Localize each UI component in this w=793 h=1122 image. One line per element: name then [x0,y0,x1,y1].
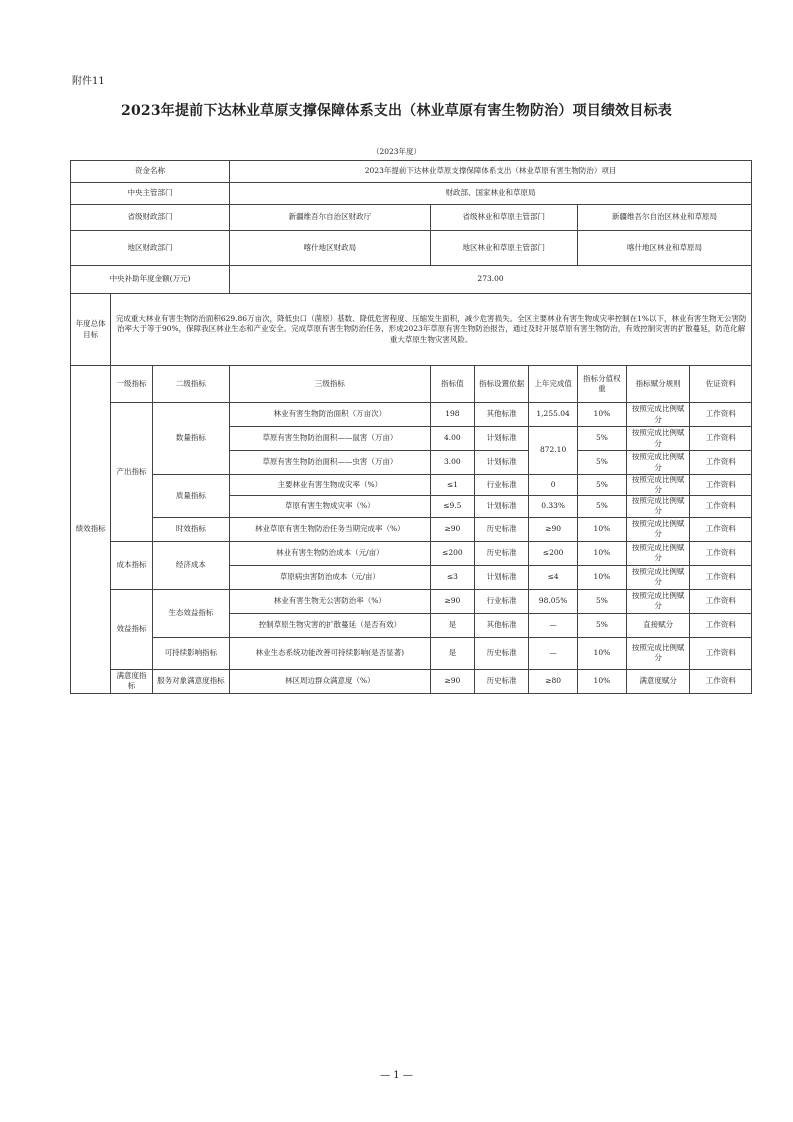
indicator-evidence: 工作资料 [690,427,752,451]
indicator-rule: 按照完成比例赋分 [626,427,690,451]
group-output: 产出指标 [111,403,152,542]
indicator-value: ≤1 [430,475,475,496]
indicator-rule: 按照完成比例赋分 [626,589,690,613]
perf-label: 绩效指标 [71,366,111,694]
indicator-value: ≤3 [430,565,475,589]
indicator-evidence: 工作资料 [690,589,752,613]
indicator-evidence: 工作资料 [690,541,752,565]
header-prev: 上年完成值 [529,366,578,403]
indicator-name: 草原有害生物成灾率（%） [230,496,430,517]
group-benefit: 效益指标 [111,589,152,669]
indicator-evidence: 工作资料 [690,565,752,589]
indicator-rule: 按照完成比例赋分 [626,403,690,427]
indicator-evidence: 工作资料 [690,403,752,427]
indicator-name: 主要林业有害生物成灾率（%） [230,475,430,496]
subsidy-label: 中央补助年度金额(万元) [71,266,230,294]
indicator-name: 林业有害生物无公害防治率（%） [230,589,430,613]
indicator-name: 林业草原有害生物防治任务当期完成率（%） [230,517,430,541]
prov-forestry-value: 新疆维吾尔自治区林业和草原局 [578,205,752,231]
header-value: 指标值 [430,366,475,403]
indicator-value: 3.00 [430,451,475,475]
indicator-prev: 98.05% [529,589,578,613]
header-row [71,366,752,403]
indicator-value: ≥90 [430,517,475,541]
table-row [71,517,752,541]
region-finance-value: 喀什地区财政局 [230,231,430,266]
indicator-weight: 10% [578,403,627,427]
group-service-sat: 服务对象满意度指标 [152,669,229,693]
indicator-prev: — [529,637,578,669]
indicator-rule: 满意度赋分 [626,669,690,693]
indicator-evidence: 工作资料 [690,475,752,496]
indicator-rule: 按照完成比例赋分 [626,637,690,669]
indicator-rule: 按照完成比例赋分 [626,565,690,589]
prov-finance-value: 新疆维吾尔自治区财政厅 [230,205,430,231]
indicator-weight: 10% [578,565,627,589]
table-row [71,589,752,613]
indicator-rule: 按照完成比例赋分 [626,475,690,496]
indicator-value: 是 [430,613,475,637]
indicator-name: 草原有害生物防治面积——鼠害（万亩） [230,427,430,451]
table-row [71,541,752,565]
header-evidence: 佐证资料 [690,366,752,403]
indicator-evidence: 工作资料 [690,496,752,517]
indicator-evidence: 工作资料 [690,451,752,475]
goal-row [71,294,752,366]
group-quantity: 数量指标 [152,403,229,475]
group-cost: 成本指标 [111,541,152,589]
indicator-value: 198 [430,403,475,427]
group-sustain: 可持续影响指标 [152,637,229,669]
group-econ-cost: 经济成本 [152,541,229,589]
indicator-basis: 其他标准 [475,613,529,637]
indicator-prev: 0 [529,475,578,496]
indicator-evidence: 工作资料 [690,669,752,693]
indicator-evidence: 工作资料 [690,517,752,541]
fund-name-row [71,161,752,183]
table-row [71,403,752,427]
fund-name-value: 2023年提前下达林业草原支撑保障体系支出（林业草原有害生物防治）项目 [230,161,752,183]
indicator-value: ≤200 [430,541,475,565]
indicator-prev: 0.33% [529,496,578,517]
indicator-value: ≤9.5 [430,496,475,517]
indicator-name: 林业生态系统功能改善可持续影响(是否显著) [230,637,430,669]
indicator-basis: 历史标准 [475,541,529,565]
indicator-basis: 计划标准 [475,451,529,475]
table-row [71,669,752,693]
indicator-basis: 历史标准 [475,517,529,541]
page-number: — 1 — [380,1070,413,1081]
indicator-value: 4.00 [430,427,475,451]
central-dept-row [71,183,752,205]
indicator-name: 草原病虫害防治成本（元/亩） [230,565,430,589]
indicator-evidence: 工作资料 [690,613,752,637]
header-level3: 三级指标 [230,366,430,403]
prov-dept-row [71,205,752,231]
indicator-name: 林业有害生物防治面积（万亩次） [230,403,430,427]
indicator-value: 是 [430,637,475,669]
indicator-name: 草原有害生物防治面积——虫害（万亩） [230,451,430,475]
performance-table [70,160,752,694]
header-level1: 一级指标 [111,366,152,403]
prov-forestry-label: 省级林业和草原主管部门 [430,205,577,231]
central-dept-label: 中央主管部门 [71,183,230,205]
prov-finance-label: 省级财政部门 [71,205,230,231]
indicator-basis: 计划标准 [475,565,529,589]
header-weight: 指标分值权重 [578,366,627,403]
indicator-weight: 5% [578,589,627,613]
indicator-weight: 10% [578,669,627,693]
region-forestry-value: 喀什地区林业和草原局 [578,231,752,266]
indicator-basis: 行业标准 [475,589,529,613]
attachment-label: 附件11 [72,76,105,87]
document-title: 2023年提前下达林业草原支撑保障体系支出（林业草原有害生物防治）项目绩效目标表 [121,103,672,119]
region-forestry-label: 地区林业和草原主管部门 [430,231,577,266]
indicator-basis: 历史标准 [475,669,529,693]
group-eco-benefit: 生态效益指标 [152,589,229,637]
year-label: （2023年度） [371,147,422,156]
indicator-basis: 计划标准 [475,496,529,517]
subsidy-row [71,266,752,294]
indicator-rule: 按照完成比例赋分 [626,541,690,565]
subsidy-value: 273.00 [230,266,752,294]
header-level2: 二级指标 [152,366,229,403]
indicator-name: 林业有害生物防治成本（元/亩） [230,541,430,565]
indicator-weight: 5% [578,451,627,475]
goal-label: 年度总体目标 [71,294,111,366]
region-finance-label: 地区财政部门 [71,231,230,266]
indicator-rule: 直接赋分 [626,613,690,637]
indicator-prev: 1,255.04 [529,403,578,427]
header-basis: 指标设置依据 [475,366,529,403]
header-rule: 指标赋分规则 [626,366,690,403]
indicator-weight: 10% [578,517,627,541]
table-row [71,475,752,496]
indicator-prev: — [529,613,578,637]
indicator-basis: 其他标准 [475,403,529,427]
indicator-basis: 计划标准 [475,427,529,451]
central-dept-value: 财政部、国家林业和草原局 [230,183,752,205]
indicator-prev: ≥80 [529,669,578,693]
indicator-weight: 5% [578,613,627,637]
indicator-weight: 5% [578,475,627,496]
group-timeliness: 时效指标 [152,517,229,541]
indicator-weight: 5% [578,427,627,451]
group-satisfaction: 满意度指标 [111,669,152,693]
indicator-weight: 5% [578,496,627,517]
indicator-name: 控制草原生物灾害的扩散蔓延（是否有效） [230,613,430,637]
indicator-prev: ≤200 [529,541,578,565]
indicator-prev: ≤4 [529,565,578,589]
indicator-rule: 按照完成比例赋分 [626,517,690,541]
indicator-name: 林区周边群众满意度（%） [230,669,430,693]
table-row [71,637,752,669]
indicator-evidence: 工作资料 [690,637,752,669]
group-quality: 质量指标 [152,475,229,518]
indicator-basis: 行业标准 [475,475,529,496]
goal-text: 完成重大林业有害生物防治面积629.86万亩次，降低虫口（菌原）基数、降低危害程度、压缩发生面积，减少危害损失。全区主要林业有害生物成灾率控制在1%以下，林业有害生物无公害防治率大于等于90%，保障我区林业生态和产业安全。完成草原有害生物防治任务，形成2023年草原有害生物防治报告，通过及时开展草原有害生物防治，有效控制灾害的扩散蔓延，防范化解重大草原生物灾害风险。 [111,294,752,366]
indicator-weight: 10% [578,541,627,565]
indicator-weight: 10% [578,637,627,669]
indicator-value: ≥90 [430,669,475,693]
indicator-prev: ≥90 [529,517,578,541]
indicator-rule: 按照完成比例赋分 [626,496,690,517]
indicator-prev: 872.10 [529,427,578,475]
indicator-rule: 按照完成比例赋分 [626,451,690,475]
indicator-value: ≥90 [430,589,475,613]
region-dept-row [71,231,752,266]
fund-name-label: 资金名称 [71,161,230,183]
indicator-basis: 历史标准 [475,637,529,669]
